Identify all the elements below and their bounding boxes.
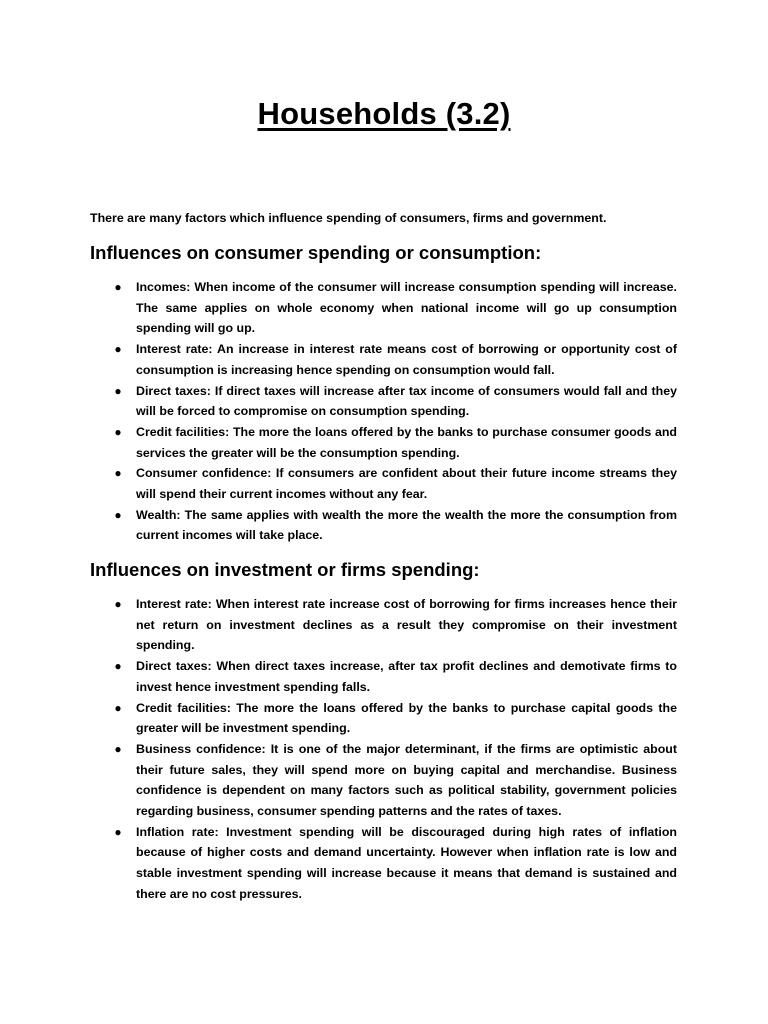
list-item-text: Incomes: When income of the consumer will increase consumption spending will increase. The same applies on whole economy when national income will go up consumption spending will go up. xyxy=(136,280,677,336)
list-item-text: Inflation rate: Investment spending will be discouraged during high rates of inflation because of higher costs and demand uncertainty. However when inflation rate is low and stable investment spending will increase because it means that demand is sustained and there are no cost pressures. xyxy=(136,824,677,901)
list-item-text: Credit facilities: The more the loans offered by the banks to purchase capital goods the greater will be investment spending. xyxy=(136,700,677,736)
list-item xyxy=(90,277,677,339)
list-item xyxy=(90,822,677,905)
list-item-text: Interest rate: When interest rate increase cost of borrowing for firms increases hence their net return on investment declines as a result they compromise on their investment spending. xyxy=(136,597,677,653)
bullet-icon: ● xyxy=(114,824,122,839)
bullet-icon: ● xyxy=(114,741,122,756)
list-item xyxy=(90,339,677,380)
list-item xyxy=(90,698,677,739)
page-title: Households (3.2) xyxy=(257,96,511,131)
list-item-text: Direct taxes: When direct taxes increase, after tax profit declines and demotivate firms to invest hence investment spending falls. xyxy=(136,659,677,694)
list-item xyxy=(90,381,677,422)
list-item-text: Business confidence: It is one of the major determinant, if the firms are optimistic about their future sales, they will spend more on buying capital and merchandise. Business confidence is dependent on many factors such as political stability, government policies regarding business, consumer spending patterns and the rates of taxes. xyxy=(136,741,677,819)
list-item-text: Consumer confidence: If consumers are confident about their future income streams they will spend their current incomes without any fear. xyxy=(136,466,677,502)
list-item xyxy=(90,463,677,504)
bullet-icon: ● xyxy=(114,597,122,611)
list-item xyxy=(90,656,677,697)
bullet-icon: ● xyxy=(114,280,122,294)
list-item xyxy=(90,594,677,656)
list-item-text: Wealth: The same applies with wealth the more the wealth the more the consumption from current incomes will take place. xyxy=(136,507,677,543)
section-heading-consumer: Influences on consumer spending or consumption: xyxy=(90,242,542,263)
bullet-icon: ● xyxy=(114,424,122,439)
intro-paragraph: There are many factors which influence spending of consumers, firms and government. xyxy=(90,211,607,225)
list-item-text: Interest rate: An increase in interest rate means cost of borrowing or opportunity cost of consumption is increasing hence spending on consumption would fall. xyxy=(136,342,677,377)
list-item-text: Direct taxes: If direct taxes will increase after tax income of consumers would fall and they will be forced to compromise on consumption spending. xyxy=(136,383,677,419)
bullet-icon: ● xyxy=(114,466,122,481)
bullet-icon: ● xyxy=(114,659,122,674)
bullet-icon: ● xyxy=(114,383,122,398)
consumer-influences-list xyxy=(90,277,677,546)
bullet-icon: ● xyxy=(114,507,122,522)
list-item xyxy=(90,505,677,546)
bullet-icon: ● xyxy=(114,700,122,715)
bullet-icon: ● xyxy=(114,342,122,357)
list-item xyxy=(90,422,677,463)
list-item xyxy=(90,739,677,822)
investment-influences-list xyxy=(90,594,677,905)
list-item-text: Credit facilities: The more the loans offered by the banks to purchase consumer goods and services the greater will be the consumption spending. xyxy=(136,424,677,460)
section-heading-investment: Influences on investment or firms spending: xyxy=(90,559,480,580)
